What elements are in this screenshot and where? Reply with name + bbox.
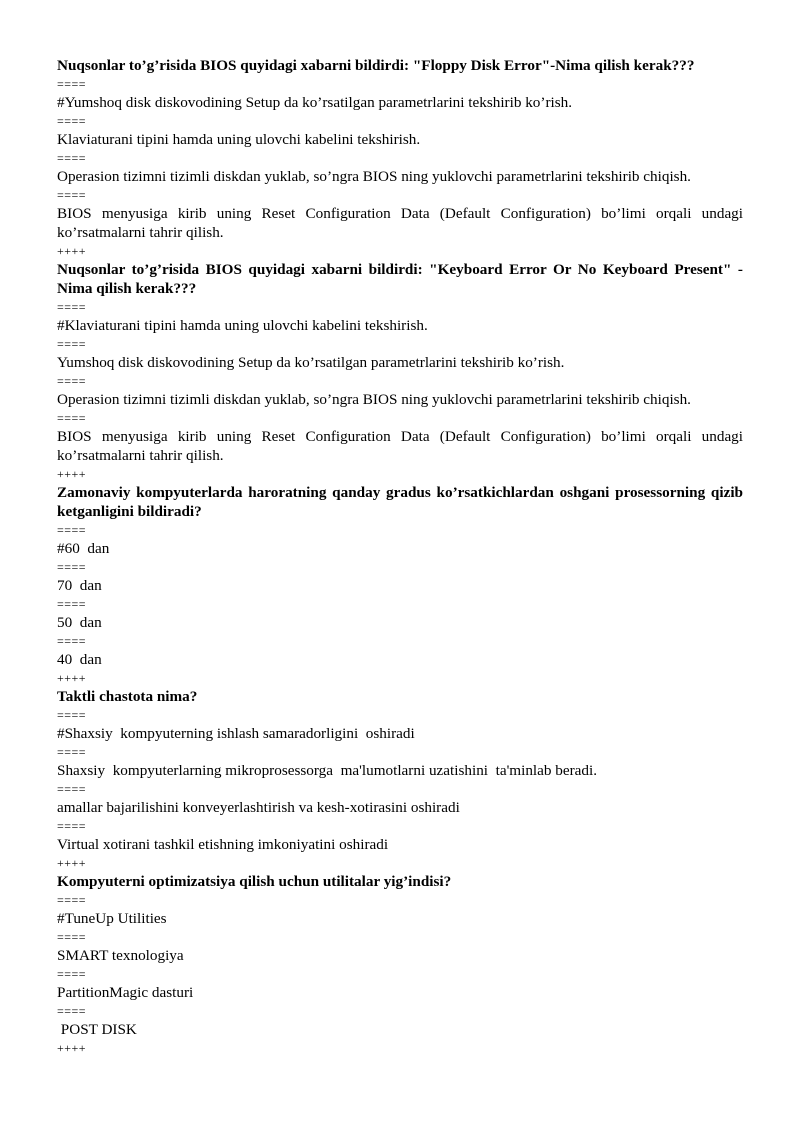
option-separator: ==== — [57, 411, 87, 425]
answer-option-correct: #Yumshoq disk diskovodining Setup da ko’rsatilgan parametrlarini tekshirib ko’rish. — [57, 94, 573, 111]
question-text: Nuqsonlar to’g’risida BIOS quyidagi xabarni bildirdi: "Keyboard Error Or No Keyboard Present" -Nima qilish kerak??? — [57, 261, 743, 297]
option-separator: ==== — [57, 1004, 87, 1018]
answer-option-correct: #60 dan — [57, 540, 110, 557]
question-separator: ++++ — [57, 671, 87, 685]
answer-option: amallar bajarilishini konveyerlashtirish va kesh-xotirasini oshiradi — [57, 799, 460, 816]
answer-option: BIOS menyusiga kirib uning Reset Configuration Data (Default Configuration) bo’limi orqali undagi ko’rsatmalarni tahrir qilish. — [57, 428, 743, 464]
question-separator: ++++ — [57, 467, 87, 481]
option-separator: ==== — [57, 708, 87, 722]
option-separator: ==== — [57, 300, 87, 314]
option-separator: ==== — [57, 819, 87, 833]
answer-option: Klaviaturani tipini hamda uning ulovchi kabelini tekshirish. — [57, 131, 421, 148]
option-separator: ==== — [57, 745, 87, 759]
option-separator: ==== — [57, 782, 87, 796]
question-block-4 — [57, 687, 743, 872]
option-separator: ==== — [57, 114, 87, 128]
answer-option: Shaxsiy kompyuterlarning mikroprosessorga ma'lumotlarni uzatishini ta'minlab beradi. — [57, 762, 598, 779]
answer-option: Operasion tizimni tizimli diskdan yuklab, so’ngra BIOS ning yuklovchi parametrlarini tekshirib chiqish. — [57, 391, 691, 408]
question-text: Kompyuterni optimizatsiya qilish uchun utilitalar yig’indisi? — [57, 873, 452, 890]
option-separator: ==== — [57, 560, 87, 574]
answer-option: POST DISK — [57, 1021, 137, 1038]
test-document — [57, 56, 743, 1057]
question-text: Taktli chastota nima? — [57, 688, 198, 705]
answer-option: Virtual xotirani tashkil etishning imkoniyatini oshiradi — [57, 836, 389, 853]
answer-option-correct: #TuneUp Utilities — [57, 910, 167, 927]
answer-option: 40 dan — [57, 651, 102, 668]
option-separator: ==== — [57, 523, 87, 537]
question-block-5 — [57, 872, 743, 1057]
answer-option-correct: #Shaxsiy kompyuterning ishlash samaradorligini oshiradi — [57, 725, 415, 742]
question-text: Nuqsonlar to’g’risida BIOS quyidagi xabarni bildirdi: "Floppy Disk Error"-Nima qilish kerak??? — [57, 57, 695, 74]
answer-option: 50 dan — [57, 614, 102, 631]
answer-option-correct: #Klaviaturani tipini hamda uning ulovchi kabelini tekshirish. — [57, 317, 428, 334]
question-separator: ++++ — [57, 244, 87, 258]
option-separator: ==== — [57, 967, 87, 981]
option-separator: ==== — [57, 634, 87, 648]
option-separator: ==== — [57, 188, 87, 202]
answer-option: SMART texnologiya — [57, 947, 184, 964]
answer-option: PartitionMagic dasturi — [57, 984, 194, 1001]
question-block-3 — [57, 483, 743, 687]
question-block-1 — [57, 56, 743, 260]
option-separator: ==== — [57, 337, 87, 351]
question-text: Zamonaviy kompyuterlarda haroratning qanday gradus ko’rsatkichlardan oshgani prosessorning qizib ketganligini bildiradi? — [57, 484, 743, 520]
question-separator: ++++ — [57, 1041, 87, 1055]
option-separator: ==== — [57, 597, 87, 611]
option-separator: ==== — [57, 930, 87, 944]
answer-option: Operasion tizimni tizimli diskdan yuklab, so’ngra BIOS ning yuklovchi parametrlarini tekshirib chiqish. — [57, 168, 691, 185]
question-block-2 — [57, 260, 743, 483]
answer-option: 70 dan — [57, 577, 102, 594]
option-separator: ==== — [57, 151, 87, 165]
answer-option: BIOS menyusiga kirib uning Reset Configuration Data (Default Configuration) bo’limi orqali undagi ko’rsatmalarni tahrir qilish. — [57, 205, 743, 241]
answer-option: Yumshoq disk diskovodining Setup da ko’rsatilgan parametrlarini tekshirib ko’rish. — [57, 354, 565, 371]
option-separator: ==== — [57, 77, 87, 91]
option-separator: ==== — [57, 374, 87, 388]
question-separator: ++++ — [57, 856, 87, 870]
option-separator: ==== — [57, 893, 87, 907]
